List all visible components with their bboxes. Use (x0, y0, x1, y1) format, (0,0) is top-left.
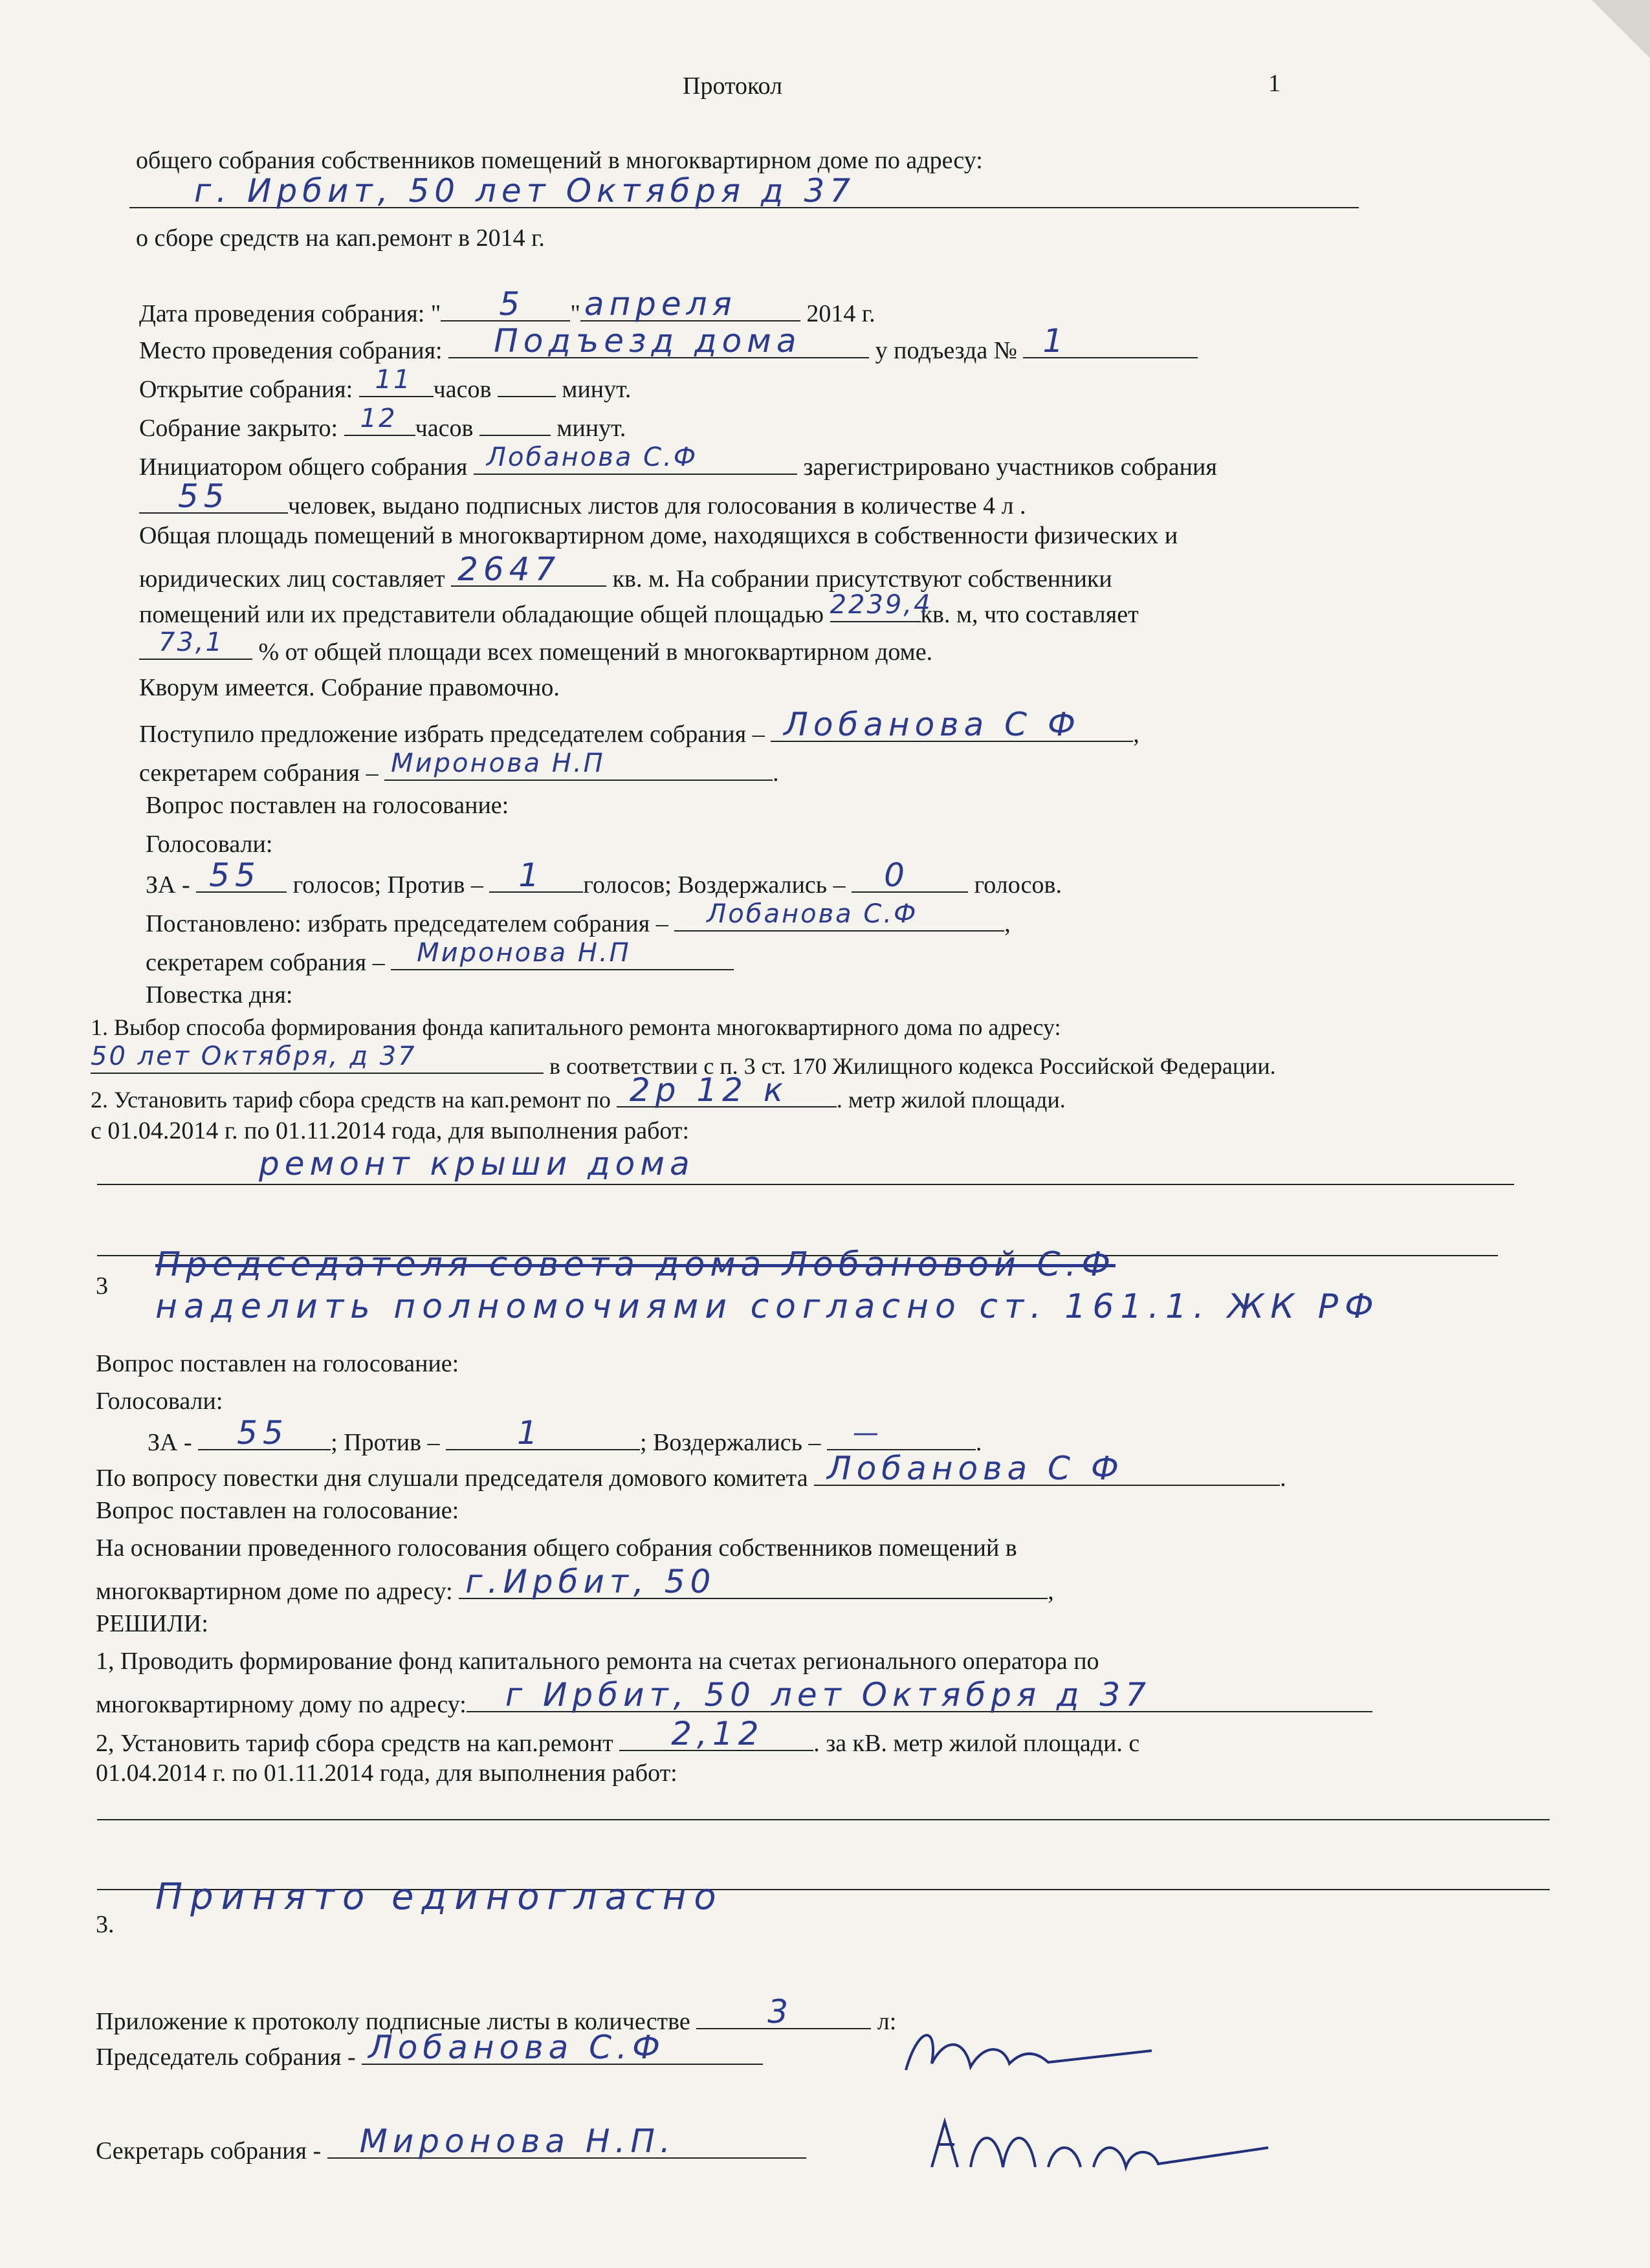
page-number: 1 (1268, 70, 1281, 97)
area-line-1: Общая площадь помещений в многоквартирном доме, находящихся в собственности физических и (139, 522, 1178, 549)
basis-line-2: многоквартирном доме по адресу: г.Ирбит, 50 , (96, 1563, 1054, 1605)
place-line (139, 322, 1198, 365)
footer-chair-label: Председатель собрания - (96, 2044, 356, 2071)
open-hour: 11 (375, 365, 412, 395)
decision-3-handwriting: Принято единогласно (155, 1876, 724, 1918)
address-line (129, 172, 1359, 215)
decision-2-period: 01.04.2014 г. по 01.11.2014 года, для выполнения работ: (96, 1760, 677, 1787)
purpose-line: о сборе средств на кап.ремонт в 2014 г. (136, 224, 545, 252)
voted-label-2: Голосовали: (96, 1388, 223, 1415)
vote-result-line-1 (146, 856, 1062, 900)
chair-signature (893, 2012, 1165, 2089)
against-value-2: 1 (517, 1414, 543, 1452)
agenda-item-2-label: 2. Установить тариф сбора средств на кап.ремонт по (91, 1087, 611, 1113)
chair-signature-line (96, 2029, 763, 2072)
agenda-item-1-address: 50 лет Октября, д 37 (91, 1041, 417, 1071)
vote-question-2: Вопрос поставлен на голосование: (96, 1350, 459, 1377)
basis-line-1: На основании проведенного голосования общего собрания собственников помещений в (96, 1534, 1017, 1562)
decision-2 (96, 1715, 1140, 1758)
area-label-3b: кв. м, что составляет (920, 601, 1139, 628)
against-label-2: ; Против – (331, 1429, 440, 1456)
footer-secretary-label: Секретарь собрания - (96, 2137, 322, 2164)
secretary-handwriting: Миронова Н.П (391, 748, 605, 778)
against-value-1: 1 (518, 856, 545, 894)
page-corner-fold (1592, 0, 1650, 58)
date-year: 2014 г. (806, 300, 875, 327)
abstain-value-1: 0 (884, 856, 910, 894)
area-line-3 (139, 590, 1139, 629)
vote-question-1: Вопрос поставлен на голосование: (146, 792, 509, 819)
appendix-count: 3 (767, 1993, 794, 2031)
for-label-2: ЗА - (148, 1429, 192, 1456)
date-label: Дата проведения собрания: " (139, 300, 441, 327)
vote-result-line-2: ЗА - 55 ; Против – 1 ; Воздержались – — . (148, 1414, 982, 1456)
decision-1-address: г Ирбит, 50 лет Октября д 37 (505, 1676, 1152, 1714)
resolved-chair-line: Постановлено: избрать председателем собрания – Лобанова С.Ф , (146, 899, 1011, 937)
agenda-title: Повестка дня: (146, 981, 293, 1009)
hours-word: часов (433, 376, 492, 403)
secretary-label: секретарем собрания – (139, 759, 379, 787)
footer-chair-handwriting: Лобанова С.Ф (368, 2029, 665, 2066)
heard-label: По вопросу повестки дня слушали председателя домового комитета (96, 1465, 808, 1492)
entrance-label: у подъезда № (875, 337, 1017, 364)
decisions-title: РЕШИЛИ: (96, 1610, 208, 1637)
agenda-item-2-period: с 01.04.2014 г. по 01.11.2014 года, для выполнения работ: (91, 1117, 690, 1144)
decision-3-number: 3. (96, 1911, 115, 1938)
vote-question-3: Вопрос поставлен на голосование: (96, 1497, 459, 1524)
agenda-item-2-tariff: 2р 12 к (629, 1071, 789, 1109)
resolved-chair-handwriting: Лобанова С.Ф (707, 899, 918, 929)
heard-line: По вопросу повестки дня слушали председателя домового комитета Лобанова С Ф . (96, 1450, 1286, 1492)
area-label-4: % от общей площади всех помещений в многоквартирном доме. (258, 638, 933, 666)
heard-handwriting: Лобанова С Ф (827, 1450, 1124, 1487)
voted-label-1: Голосовали: (146, 831, 273, 858)
initiator-label: Инициатором общего собрания (139, 453, 468, 481)
footer-secretary-handwriting: Миронова Н.П. (359, 2122, 676, 2160)
appendix-label: Приложение к протоколу подписные листы в количестве (96, 2008, 690, 2035)
for-value-2: 55 (237, 1414, 289, 1452)
agenda-item-1: 1. Выбор способа формирования фонда капитального ремонта многоквартирного дома по адресу: (91, 1014, 1061, 1040)
agenda-item-3-number: 3 (96, 1272, 108, 1300)
for-label-1: ЗА - (146, 871, 190, 899)
date-quote: " (570, 300, 580, 327)
initiator-line (139, 442, 1217, 482)
decision-2-rest: . за кВ. метр жилой площади. с (813, 1730, 1140, 1757)
resolved-secretary-label: секретарем собрания – (146, 949, 385, 976)
works-rule-1 (97, 1184, 1514, 1185)
document-subtitle: общего собрания собственников помещений в многоквартирном доме по адресу: (136, 147, 983, 174)
resolved-secretary-handwriting: Миронова Н.П (417, 938, 631, 968)
close-line (139, 404, 626, 443)
document-title: Протокол (683, 72, 783, 100)
resolved-label: Постановлено: избрать председателем собрания – (146, 910, 668, 937)
place-handwriting: Подъезд дома (494, 322, 802, 360)
entrance-number: 1 (1042, 322, 1069, 360)
area-label-2a: юридических лиц составляет (139, 565, 445, 593)
area-line-4 (139, 627, 933, 667)
open-line (139, 365, 632, 404)
percent-value: 73,1 (159, 627, 225, 657)
agenda-works-handwriting: ремонт крыши дома (259, 1145, 695, 1183)
basis-label: многоквартирном доме по адресу: (96, 1578, 453, 1605)
abstain-value-2: — (852, 1418, 881, 1448)
date-month: апреля (584, 285, 737, 323)
registered-text: зарегистрировано участников собрания (803, 453, 1217, 481)
secretary-signature-line (96, 2122, 806, 2166)
agenda-item-1-rest: в соответствии с п. 3 ст. 170 Жилищного кодекса Российской Федерации. (549, 1053, 1276, 1079)
for-value-1: 55 (209, 856, 261, 894)
basis-address-handwriting: г.Ирбит, 50 (465, 1563, 716, 1600)
minutes-word-2: минут. (556, 415, 626, 442)
decision-works-rule-1 (97, 1819, 1550, 1820)
date-day: 5 (499, 285, 525, 323)
area-line-2 (139, 551, 1112, 594)
agenda-item-2 (91, 1071, 1066, 1115)
decision-2-tariff: 2,12 (671, 1715, 764, 1752)
agenda-item-2-rest: . метр жилой площади. (836, 1087, 1066, 1113)
decision-2-label: 2, Установить тариф сбора средств на кап.ремонт (96, 1730, 613, 1757)
against-label-1: голосов; Против – (292, 871, 483, 899)
place-label: Место проведения собрания: (139, 337, 443, 364)
abstain-label-2: ; Воздержались – (640, 1429, 821, 1456)
hours-word-2: часов (415, 415, 474, 442)
total-area: 2647 (457, 551, 561, 588)
votes-word-1: голосов. (974, 871, 1062, 899)
area-label-2b: кв. м. На собрании присутствуют собственники (612, 565, 1112, 593)
agenda-item-3-handwriting-2: наделить полномочиями согласно ст. 161.1. ЖК РФ (155, 1287, 1380, 1326)
quorum-line: Кворум имеется. Собрание правомочно. (139, 674, 560, 701)
closed-hour: 12 (360, 404, 397, 433)
abstain-label-1: голосов; Воздержались – (583, 871, 846, 899)
appendix-unit: л: (877, 2008, 897, 2035)
secretary-signature (919, 2102, 1281, 2186)
agenda-item-3-handwriting-1: Председателя совета дома Лобановой С.Ф (155, 1245, 1116, 1284)
closed-label: Собрание закрыто: (139, 415, 338, 442)
participants-count: 55 (178, 477, 230, 515)
participants-line (139, 477, 1026, 521)
initiator-handwriting: Лобанова С.Ф (486, 442, 698, 472)
area-label-3a: помещений или их представители обладающие общей площадью (139, 601, 824, 628)
address-handwriting: г. Ирбит, 50 лет Октября д 37 (194, 172, 856, 210)
chair-proposal-label: Поступило предложение избрать председателем собрания – (139, 721, 765, 748)
open-label: Открытие собрания: (139, 376, 353, 403)
secretary-proposal-line: секретарем собрания – Миронова Н.П . (139, 748, 779, 787)
decision-1: 1, Проводить формирование фонд капитального ремонта на счетах регионального оператора по (96, 1648, 1099, 1675)
present-area: 2239,4 (830, 590, 932, 620)
chair-proposal-line: Поступило предложение избрать председателем собрания – Лобанова С Ф , (139, 706, 1139, 748)
minutes-word: минут. (562, 376, 632, 403)
chair-handwriting: Лобанова С Ф (784, 706, 1081, 743)
issued-text: человек, выдано подписных листов для голосования в количестве 4 л . (288, 492, 1026, 519)
decision-1-label: многоквартирному дому по адресу: (96, 1691, 467, 1718)
resolved-secretary-line (146, 938, 734, 977)
